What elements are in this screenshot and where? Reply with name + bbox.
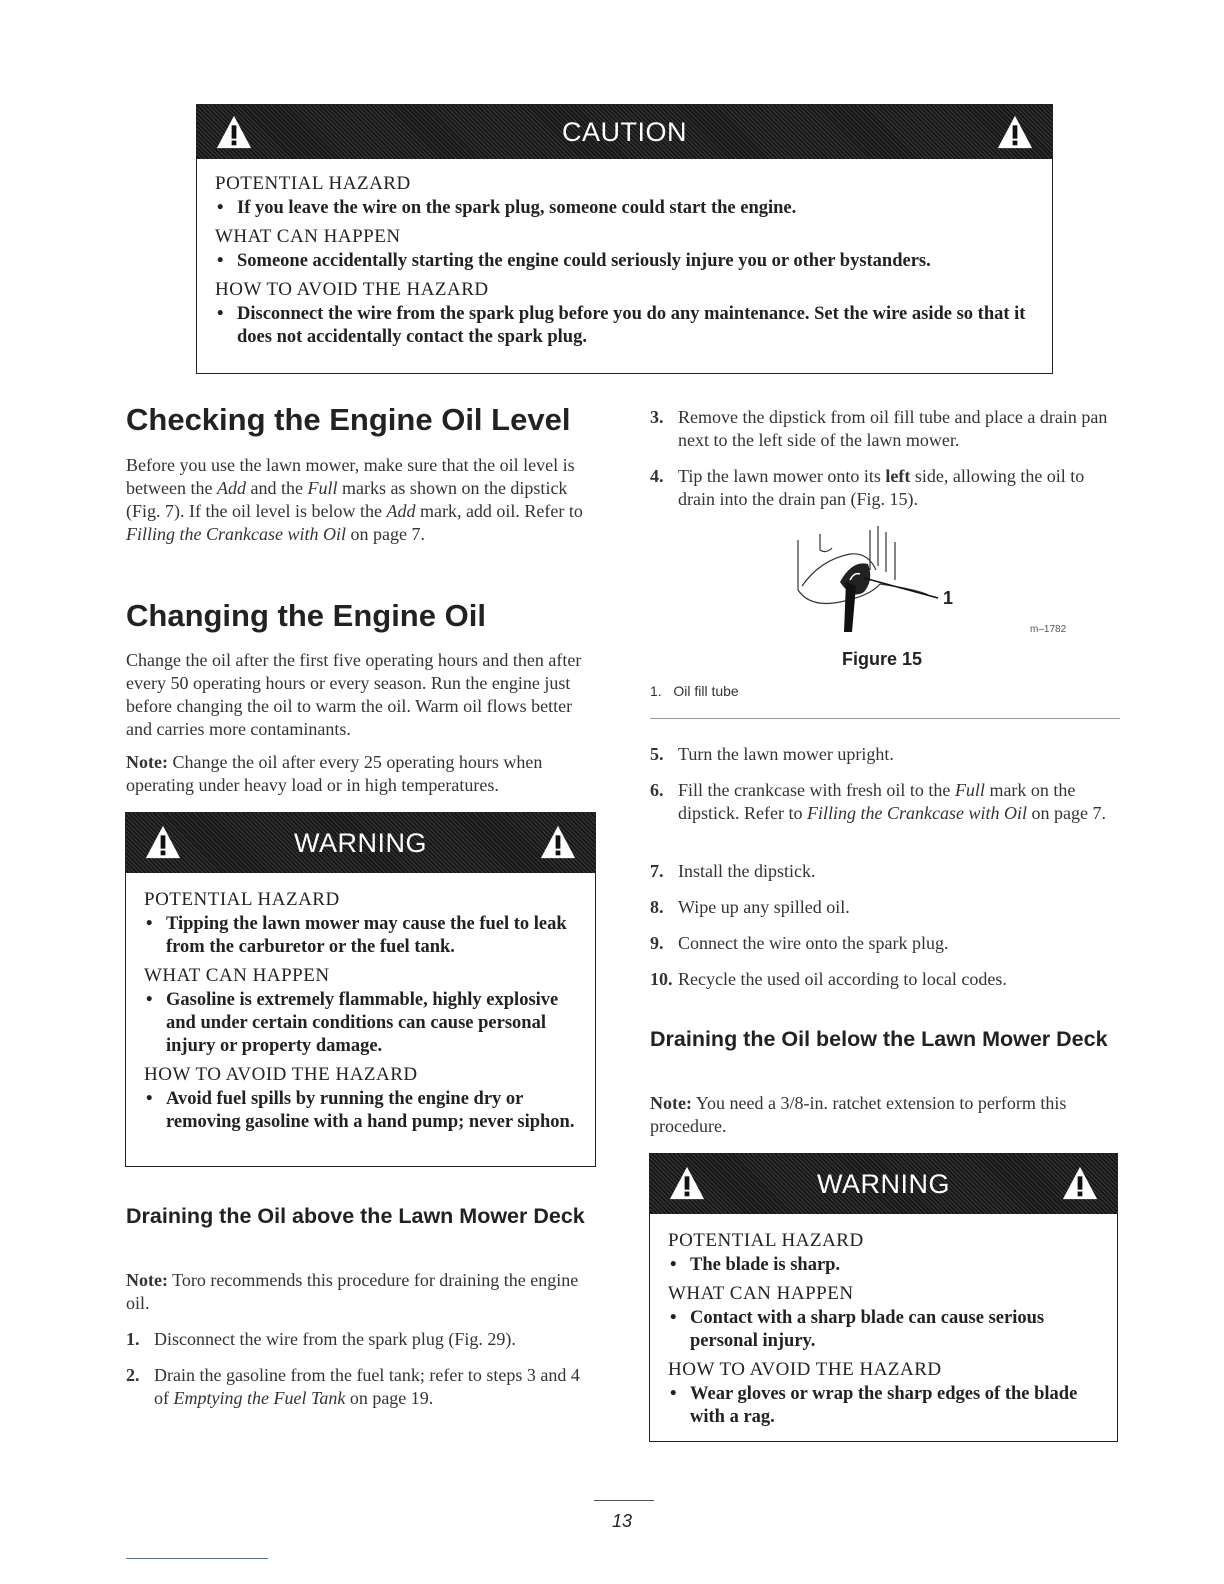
step-1: 1. Disconnect the wire from the spark plug (Fig. 29). [126, 1329, 516, 1349]
caution-body [197, 159, 1052, 363]
step-4: 4. Tip the lawn mower onto its left side, allowing the oil to drain into the drain pan (Fig. 15). [650, 466, 1085, 509]
avoid-item: • Disconnect the wire from the spark plug before you do any maintenance. Set the wire aside so that it does not accidentally contact the spark plug. [217, 304, 1026, 347]
step-10: 10. Recycle the used oil according to local codes. [650, 969, 1007, 989]
step-9: 9. Connect the wire onto the spark plug. [650, 933, 949, 953]
warning-banner [126, 813, 595, 873]
drain-below-heading: Draining the Oil below the Lawn Mower Deck [650, 1027, 1108, 1051]
figure-divider [650, 718, 1120, 719]
page-number: 13 [612, 1511, 633, 1531]
footer-rule [594, 1500, 654, 1501]
change-oil-paragraph: Change the oil after the first five operating hours and then after every 50 operating hours or every season. Run the engine just before changing the oil to warm the oil. Warm oil flows better and carries more contaminants. [126, 650, 582, 739]
happen-header: WHAT CAN HAPPEN [215, 226, 401, 247]
change-oil-note: Note: Change the oil after every 25 operating hours when operating under heavy load or in high temperatures. [126, 752, 543, 795]
caution-banner [197, 105, 1052, 159]
warning-body [126, 873, 595, 1146]
step-3: 3. Remove the dipstick from oil fill tube and place a drain pan next to the left side of the lawn mower. [650, 407, 1108, 450]
avoid-item: • Avoid fuel spills by running the engine dry or removing gasoline with a hand pump; never siphon. [146, 1089, 575, 1132]
check-oil-heading: Checking the Engine Oil Level [126, 402, 571, 437]
avoid-item: • Wear gloves or wrap the sharp edges of the blade with a rag. [670, 1384, 1078, 1427]
blade-warning-box [649, 1153, 1118, 1442]
happen-header: WHAT CAN HAPPEN [144, 965, 330, 986]
footnote-rule [126, 1558, 268, 1559]
warning-title: WARNING [294, 827, 427, 858]
hazard-header: POTENTIAL HAZARD [215, 173, 411, 194]
step-6: 6. Fill the crankcase with fresh oil to the Full mark on the dipstick. Refer to Filling the Crankcase with Oil on page 7. [650, 780, 1106, 823]
warning-triangle-icon [1061, 1164, 1099, 1202]
drain-above-heading: Draining the Oil above the Lawn Mower Deck [126, 1204, 585, 1228]
happen-header: WHAT CAN HAPPEN [668, 1283, 854, 1304]
hazard-header: POTENTIAL HAZARD [144, 889, 340, 910]
check-oil-paragraph: Before you use the lawn mower, make sure that the oil level is between the Add and the Full marks as shown on the dipstick (Fig. 7). If the oil level is below the Add mark, add oil. Refer to Filling the Crankcase with Oil on page 7. [126, 455, 583, 544]
happen-item: • Gasoline is extremely flammable, highly explosive and under certain conditions can cause personal injury or property damage. [146, 990, 559, 1056]
avoid-header: HOW TO AVOID THE HAZARD [144, 1064, 418, 1085]
figure-callout: 1 [943, 588, 954, 608]
figure-label: Figure 15 [842, 649, 923, 669]
step-7: 7. Install the dipstick. [650, 861, 816, 881]
figure-code: m–1782 [1030, 624, 1067, 635]
fuel-warning-box [125, 812, 596, 1167]
hazard-header: POTENTIAL HAZARD [668, 1230, 864, 1251]
warning-triangle-icon [668, 1164, 706, 1202]
caution-box [196, 104, 1053, 374]
warning-banner [650, 1154, 1117, 1214]
warning-triangle-icon [539, 823, 577, 861]
avoid-header: HOW TO AVOID THE HAZARD [668, 1359, 942, 1380]
drain-above-note: Note: Toro recommends this procedure for draining the engine oil. [126, 1270, 579, 1313]
step-8: 8. Wipe up any spilled oil. [650, 897, 850, 917]
happen-item: • Someone accidentally starting the engine could seriously injure you or other bystanders. [217, 251, 931, 271]
happen-item: • Contact with a sharp blade can cause serious personal injury. [670, 1308, 1045, 1351]
oil-fill-tube-illustration [780, 520, 970, 640]
figure-legend: 1. Oil fill tube [650, 683, 739, 699]
step-5: 5. Turn the lawn mower upright. [650, 744, 894, 764]
hazard-item: • The blade is sharp. [670, 1255, 841, 1275]
hazard-item: • If you leave the wire on the spark plug, someone could start the engine. [217, 198, 797, 218]
drain-below-note: Note: You need a 3/8-in. ratchet extension to perform this procedure. [650, 1093, 1067, 1136]
warning-triangle-icon [144, 823, 182, 861]
avoid-header: HOW TO AVOID THE HAZARD [215, 279, 489, 300]
hazard-item: • Tipping the lawn mower may cause the fuel to leak from the carburetor or the fuel tank. [146, 914, 567, 957]
change-oil-heading: Changing the Engine Oil [126, 598, 486, 633]
warning-triangle-icon [215, 113, 253, 151]
warning-triangle-icon [996, 113, 1034, 151]
warning-body [650, 1214, 1117, 1441]
caution-title: CAUTION [562, 116, 687, 147]
step-2: 2. Drain the gasoline from the fuel tank; refer to steps 3 and 4 of Emptying the Fuel Tank on page 19. [126, 1365, 580, 1408]
warning-title: WARNING [817, 1168, 950, 1199]
